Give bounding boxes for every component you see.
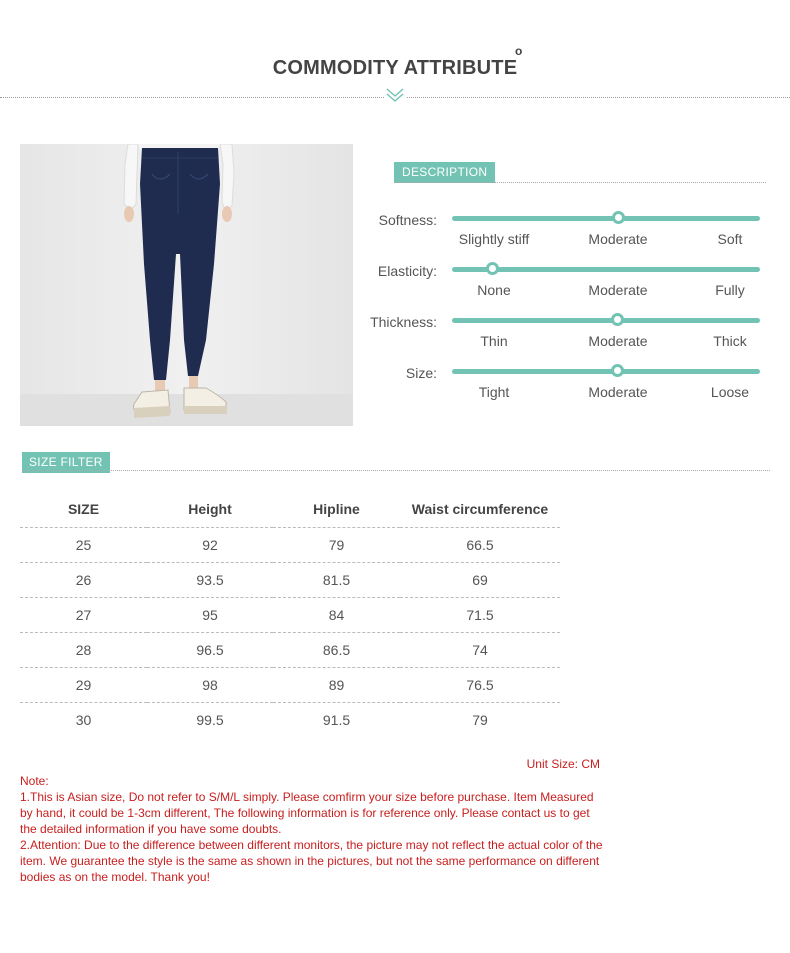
product-photo <box>20 144 353 426</box>
table-cell: 28 <box>20 632 147 667</box>
attribute-option: Loose <box>710 384 750 400</box>
table-cell: 92 <box>147 527 273 562</box>
double-chevron-down-icon <box>384 86 406 104</box>
table-cell: 89 <box>273 667 400 702</box>
description-tab: DESCRIPTION <box>394 162 495 183</box>
table-row <box>20 597 560 632</box>
degree-mark: o <box>515 44 523 58</box>
attribute-option: Fully <box>715 282 745 298</box>
table-cell: 26 <box>20 562 147 597</box>
table-cell: 98 <box>147 667 273 702</box>
table-cell: 93.5 <box>147 562 273 597</box>
attribute-elasticity <box>360 260 770 304</box>
note-heading: Note: <box>20 774 49 788</box>
table-cell: 96.5 <box>147 632 273 667</box>
table-cell: 74 <box>400 632 560 667</box>
size-filter-divider <box>22 470 770 471</box>
attribute-label: Size: <box>405 365 437 381</box>
attribute-scale-marker <box>611 313 624 326</box>
notes-block <box>20 773 608 885</box>
section-header <box>0 0 790 110</box>
table-cell: 25 <box>20 527 147 562</box>
table-row <box>20 667 560 702</box>
column-header: SIZE <box>20 492 147 527</box>
table-cell: 79 <box>273 527 400 562</box>
attribute-label: Softness: <box>378 212 437 228</box>
table-cell: 91.5 <box>322 711 351 728</box>
size-table <box>20 492 560 737</box>
table-cell: 84 <box>273 597 400 632</box>
table-cell: 99.5 <box>196 711 224 728</box>
attribute-scale-track <box>452 216 760 221</box>
attribute-scale-marker <box>612 211 625 224</box>
table-header-row <box>20 492 560 527</box>
attribute-label: Elasticity: <box>377 263 437 279</box>
note-line: 1.This is Asian size, Do not refer to S/M/L simply. Please comfirm your size before purchase. Item Measured by hand, it could be 1-3cm different, The following information is for reference only. Please contact us to get the detailed information if you have some doubts. <box>20 790 594 836</box>
attribute-label: Thickness: <box>370 314 437 330</box>
attribute-softness <box>360 209 770 253</box>
column-header: Height <box>147 492 273 527</box>
attribute-option: Moderate <box>588 282 648 298</box>
column-header: Waist circumference <box>400 492 560 527</box>
table-cell: 71.5 <box>400 597 560 632</box>
attribute-option: Thick <box>713 333 747 349</box>
table-cell: 29 <box>20 667 147 702</box>
table-row <box>20 632 560 667</box>
table-row <box>20 562 560 597</box>
table-cell: 66.5 <box>400 527 560 562</box>
attribute-option: Thin <box>480 333 508 349</box>
note-line: 2.Attention: Due to the difference between different monitors, the picture may not reflect the actual color of the item. We guarantee the style is the same as shown in the pictures, but not the same performance on different bodies as on the model. Thank you! <box>20 838 603 884</box>
page-title: COMMODITY ATTRIBUTE <box>272 57 518 79</box>
table-cell: 30 <box>75 711 92 728</box>
table-cell: 27 <box>20 597 147 632</box>
table-row <box>20 702 560 737</box>
attribute-option: Slightly stiff <box>458 231 530 247</box>
attribute-option: Moderate <box>588 333 648 349</box>
table-cell: 69 <box>400 562 560 597</box>
attribute-scale-marker <box>611 364 624 377</box>
table-cell: 76.5 <box>400 667 560 702</box>
table-cell: 95 <box>147 597 273 632</box>
attribute-option: Tight <box>478 384 510 400</box>
unit-size-label: Unit Size: CM <box>526 757 600 771</box>
size-filter-tab: SIZE FILTER <box>22 452 110 473</box>
attribute-scale-track <box>452 369 760 374</box>
description-divider <box>394 182 766 183</box>
attribute-scale-track <box>452 318 760 323</box>
attribute-scale-marker <box>486 262 499 275</box>
column-header: Hipline <box>273 492 400 527</box>
attribute-thickness <box>360 311 770 355</box>
attribute-option: Moderate <box>588 231 648 247</box>
attribute-size <box>360 362 770 406</box>
attribute-option: None <box>477 282 511 298</box>
attribute-option: Moderate <box>588 384 648 400</box>
attribute-option: Soft <box>717 231 743 247</box>
table-cell: 79 <box>472 711 488 728</box>
table-cell: 81.5 <box>273 562 400 597</box>
table-cell: 86.5 <box>273 632 400 667</box>
table-row <box>20 527 560 562</box>
